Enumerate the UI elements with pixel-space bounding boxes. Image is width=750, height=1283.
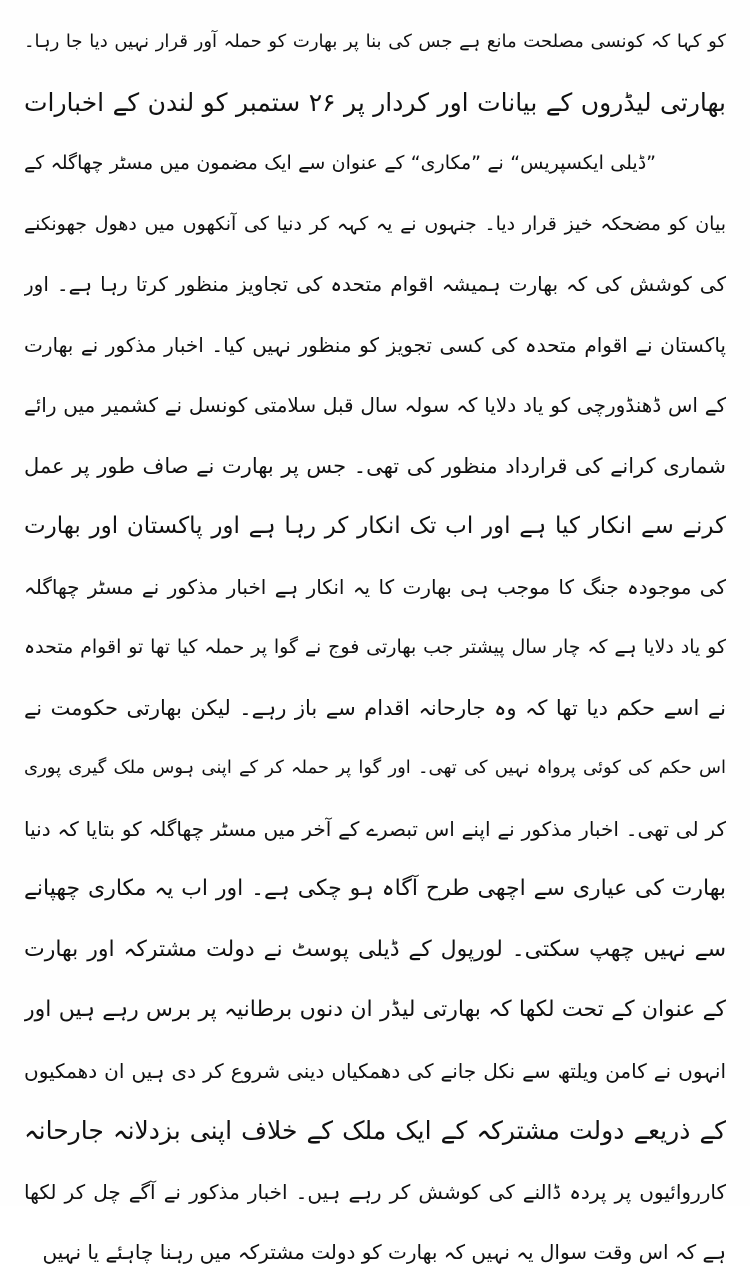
text-line: نے اسے حکم دیا تھا کہ وہ جارحانہ اقدام سے باز رہے۔ لیکن بھارتی حکومت نے bbox=[24, 695, 726, 720]
text-line: کارروائیوں پر پردہ ڈالنے کی کوشش کر رہے ہیں۔ اخبار مذکور نے آگے چل کر لکھا bbox=[24, 1179, 726, 1204]
text-line: کی موجودہ جنگ کا موجب ہی بھارت کا یہ انکار ہے اخبار مذکور نے مسٹر چھاگلہ bbox=[24, 574, 726, 599]
text-line: سے نہیں چھپ سکتی۔ لورپول کے ڈیلی پوسٹ نے دولت مشترکہ اور بھارت bbox=[24, 936, 726, 962]
text-line: کی کوشش کی کہ بھارت ہمیشہ اقوام متحدہ کی تجاویز منظور کرتا رہا ہے۔ اور bbox=[24, 272, 726, 296]
text-line: کرنے سے انکار کیا ہے اور اب تک انکار کر رہا ہے اور پاکستان اور بھارت bbox=[24, 513, 726, 539]
text-line: اس حکم کی کوئی پرواہ نہیں کی تھی۔ اور گوا پر حملہ کر کے اپنی ہوس ملک گیری پوری bbox=[24, 757, 726, 778]
urdu-text-column bbox=[24, 12, 726, 1283]
text-line: کو کہا کہ کونسی مصلحت مانع ہے جس کی بنا پر بھارت کو حملہ آور قرار نہیں دیا جا رہا۔ bbox=[24, 31, 726, 52]
text-line: ہے کہ اس وقت سوال یہ نہیں کہ بھارت کو دولت مشترکہ میں رہنا چاہئے یا نہیں bbox=[42, 1240, 726, 1264]
text-line: بھارت کی عیاری سے اچھی طرح آگاہ ہو چکی ہے۔ اور اب یہ مکاری چھپانے bbox=[24, 876, 726, 901]
text-line: کے ذریعے دولت مشترکہ کے ایک ملک کے خلاف اپنی بزدلانہ جارحانہ bbox=[24, 1116, 726, 1145]
text-line: انہوں نے کامن ویلتھ سے نکل جانے کی دھمکیاں دینی شروع کر دی ہیں ان دھمکیوں bbox=[24, 1058, 726, 1083]
text-line: پاکستان نے اقوام متحدہ کی کسی تجویز کو منظور نہیں کیا۔ اخبار مذکور نے بھارت bbox=[24, 332, 726, 357]
text-line: کو یاد دلایا ہے کہ چار سال پیشتر جب بھارتی فوج نے گوا پر حملہ کیا تھا تو اقوام متحدہ bbox=[24, 636, 726, 658]
text-line: ”ڈیلی ایکسپریس“ نے ”مکاری“ کے عنوان سے ایک مضمون میں مسٹر چھاگلہ کے bbox=[24, 152, 656, 174]
text-line: بیان کو مضحکہ خیز قرار دیا۔ جنہوں نے یہ کہہ کر دنیا کی آنکھوں میں دھول جھونکنے bbox=[24, 212, 726, 235]
text-line: کے اس ڈھنڈورچی کو یاد دلایا کہ سولہ سال قبل سلامتی کونسل نے کشمیر میں رائے bbox=[24, 393, 726, 417]
text-line: شماری کرانے کی قرارداد منظور کی تھی۔ جس پر بھارت نے صاف طور پر عمل bbox=[24, 453, 726, 478]
text-line: کر لی تھی۔ اخبار مذکور نے اپنے اس تبصرے کے آخر میں مسٹر چھاگلہ کو بتایا کہ دنیا bbox=[24, 816, 726, 841]
text-line: کے عنوان کے تحت لکھا کہ بھارتی لیڈر ان دنوں برطانیہ پر برس رہے ہیں اور bbox=[24, 997, 726, 1022]
text-line: بھارتی لیڈروں کے بیانات اور کردار پر ۲۶ ستمبر کو لندن کے اخبارات bbox=[24, 87, 726, 117]
